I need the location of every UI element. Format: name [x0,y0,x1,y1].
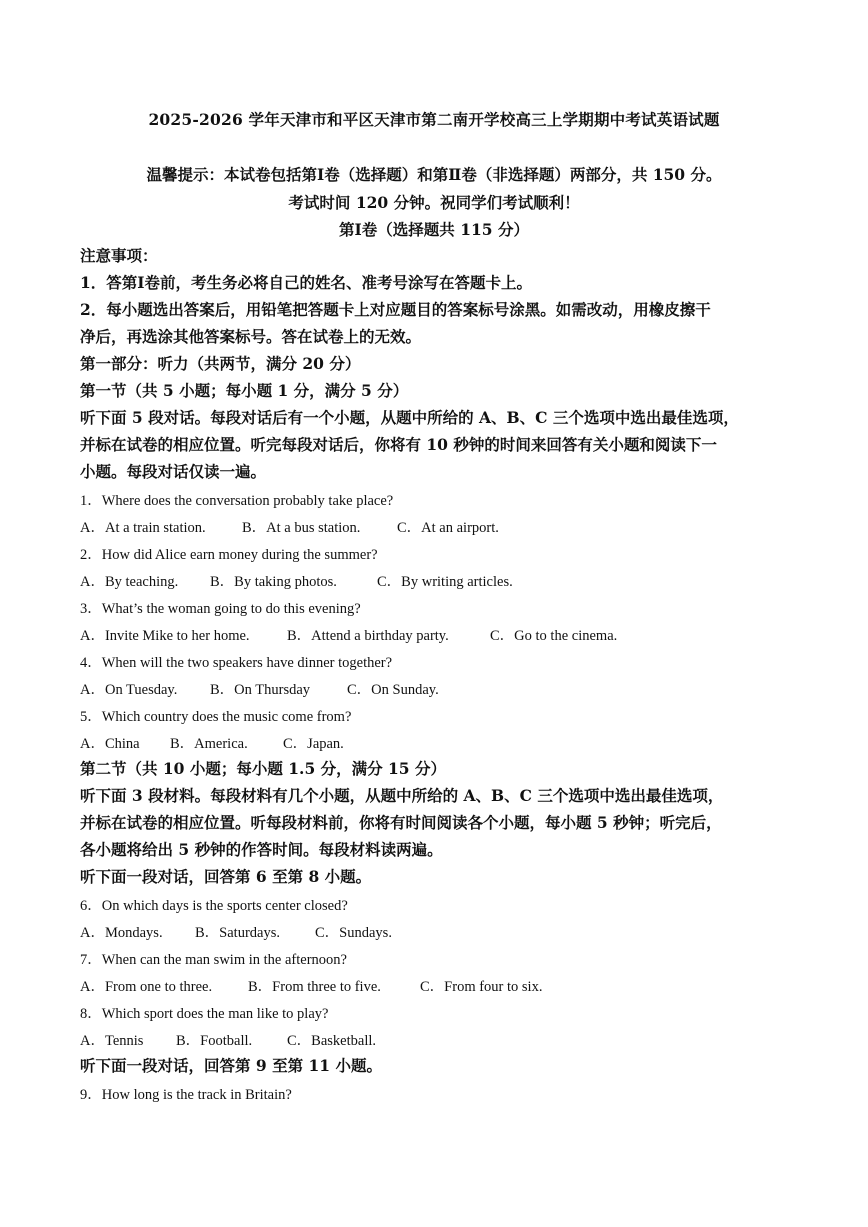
section-1-heading: 第一节（共 5 小题；每小题 1 分，满分 5 分） [80,381,409,400]
option-a[interactable]: A．From one to three. [80,979,213,995]
option-b[interactable]: B．Football. [176,1033,253,1049]
volume-heading: 第Ⅰ卷（选择题共 115 分） [339,220,529,239]
section-1-instruction-1: 听下面 5 段对话。每段对话后有一个小题，从题中所给的 A、B、C 三个选项中选出最佳选项， [80,408,739,427]
option-b[interactable]: B．Saturdays. [195,925,280,941]
part-1-heading: 第一部分：听力（共两节，满分 20 分） [80,354,361,373]
question-8: 8．Which sport does the man like to play? [80,1006,329,1022]
section-2-instruction-1: 听下面 3 段材料。每段材料有几个小题，从题中所给的 A、B、C 三个选项中选出最佳选项， [80,786,724,805]
option-a[interactable]: A．At a train station. [80,520,206,536]
question-4: 4．When will the two speakers have dinner together? [80,655,393,671]
option-c[interactable]: C．Go to the cinema. [490,628,618,644]
question-7: 7．When can the man swim in the afternoon? [80,952,347,968]
question-1-options [80,516,499,537]
option-b[interactable]: B．From three to five. [248,979,381,995]
question-9: 9．How long is the track in Britain? [80,1087,292,1103]
question-5-options [80,732,344,753]
option-a[interactable]: A．China [80,736,140,752]
option-c[interactable]: C．From four to six. [420,979,543,995]
question-3-options [80,624,617,645]
question-8-options [80,1029,376,1050]
note-1: 1．答第Ⅰ卷前，考生务必将自己的姓名、准考号涂写在答题卡上。 [80,273,533,292]
question-6-options [80,921,392,942]
section-1-instruction-3: 小题。每段对话仅读一遍。 [80,462,267,481]
question-6: 6．On which days is the sports center closed? [80,898,348,914]
dialog-2-heading: 听下面一段对话，回答第 9 至第 11 小题。 [80,1056,382,1075]
note-2-line-2: 净后，再选涂其他答案标号。答在试卷上的无效。 [80,327,422,346]
section-2-instruction-3: 各小题将给出 5 秒钟的作答时间。每段材料读两遍。 [80,840,443,859]
dialog-1-heading: 听下面一段对话，回答第 6 至第 8 小题。 [80,867,372,886]
option-b[interactable]: B．Attend a birthday party. [287,628,449,644]
option-c[interactable]: C．Sundays. [315,925,392,941]
section-2-instruction-2: 并标在试卷的相应位置。听每段材料前，你将有时间阅读各个小题，每小题 5 秒钟；听完后， [80,813,722,832]
tip-line-2: 考试时间 120 分钟。祝同学们考试顺利！ [288,193,580,212]
option-a[interactable]: A．Mondays. [80,925,163,941]
option-a[interactable]: A．On Tuesday. [80,682,178,698]
option-c[interactable]: C．At an airport. [397,520,499,536]
option-c[interactable]: C．On Sunday. [347,682,439,698]
question-1: 1．Where does the conversation probably take place? [80,493,394,509]
tip-line-1: 温馨提示：本试卷包括第Ⅰ卷（选择题）和第Ⅱ卷（非选择题）两部分，共 150 分。 [146,165,722,184]
option-a[interactable]: A．Invite Mike to her home. [80,628,250,644]
question-5: 5．Which country does the music come from? [80,709,352,725]
notes-heading: 注意事项： [80,246,158,265]
note-2-line-1: 2．每小题选出答案后，用铅笔把答题卡上对应题目的答案标号涂黑。如需改动，用橡皮擦干 [80,300,711,319]
question-2: 2．How did Alice earn money during the summer? [80,547,378,563]
option-a[interactable]: A．Tennis [80,1033,144,1049]
option-a[interactable]: A．By teaching. [80,574,179,590]
option-b[interactable]: B．By taking photos. [210,574,337,590]
section-2-heading: 第二节（共 10 小题；每小题 1.5 分，满分 15 分） [80,759,446,778]
exam-title: 2025-2026 学年天津市和平区天津市第二南开学校高三上学期期中考试英语试题 [148,110,720,129]
option-b[interactable]: B．America. [170,736,248,752]
question-3: 3．What’s the woman going to do this evening? [80,601,361,617]
option-c[interactable]: C．Japan. [283,736,344,752]
question-7-options [80,975,542,996]
option-b[interactable]: B．On Thursday [210,682,311,698]
question-2-options [80,570,513,591]
option-c[interactable]: C．By writing articles. [377,574,513,590]
question-4-options [80,678,439,699]
option-c[interactable]: C．Basketball. [287,1033,377,1049]
option-b[interactable]: B．At a bus station. [242,520,361,536]
section-1-instruction-2: 并标在试卷的相应位置。听完每段对话后，你将有 10 秒钟的时间来回答有关小题和阅读下一 [80,435,717,454]
